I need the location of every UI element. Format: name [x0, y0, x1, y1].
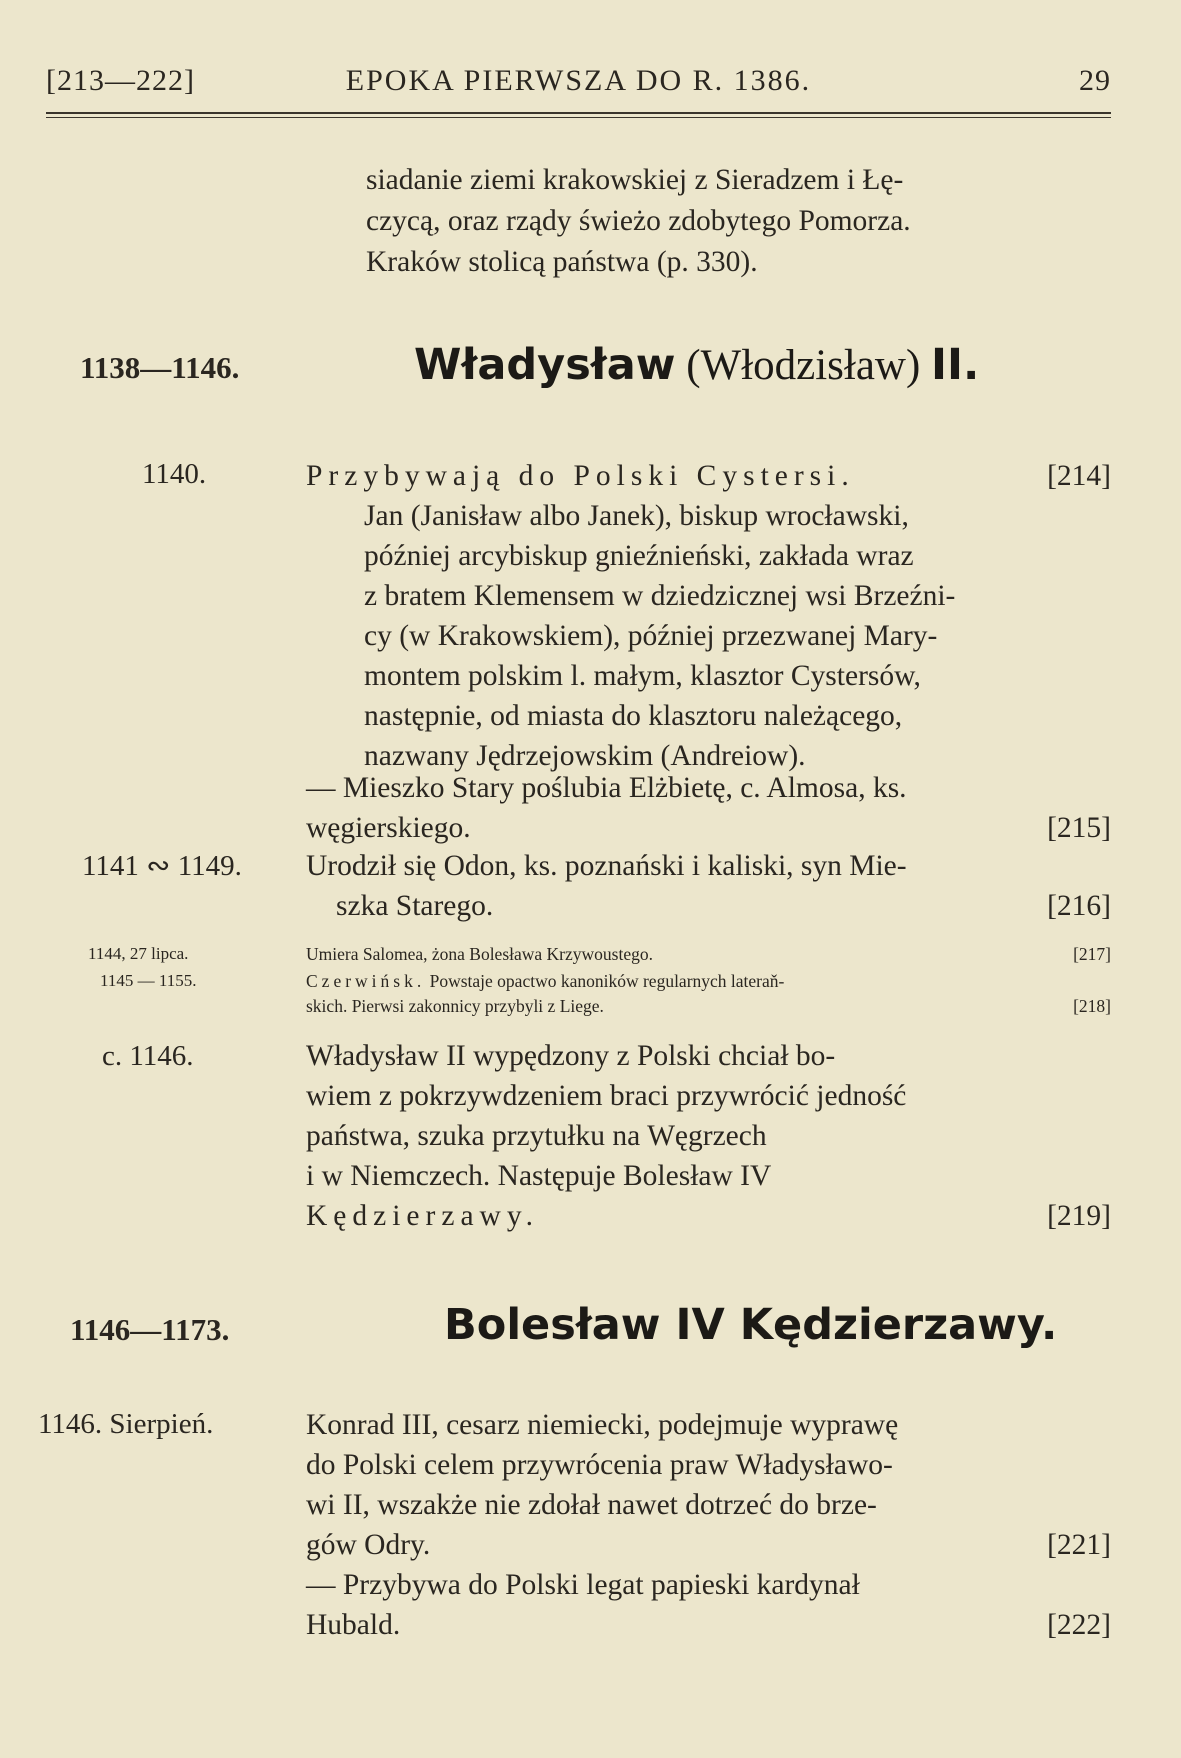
text-line: — Mieszko Stary poślubia Elżbietę, c. Almosa, ks. [306, 772, 907, 804]
entry-ref: [215] [1047, 812, 1111, 844]
entry-1140 [306, 456, 1111, 776]
text-line: Powstaje opactwo kanoników regularnych lateraň- [425, 971, 785, 991]
entry-ref: [222] [1047, 1609, 1111, 1641]
ruler-alias: (Włodzisław) [675, 342, 932, 389]
text-line: wi II, wszakże nie zdołał nawet dotrzeć do brze- [306, 1489, 877, 1521]
header-rule [46, 112, 1111, 118]
entry-salomea [306, 942, 1111, 967]
entry-lead: Przybywają do Polski Cystersi. [306, 460, 855, 492]
text-line: montem polskim l. małym, klasztor Cystersów, [364, 660, 921, 692]
header-title: EPOKA PIERWSZA DO R. 1386. [345, 64, 812, 97]
entry-konrad [306, 1405, 1111, 1565]
ruler-numeral: II. [931, 340, 980, 390]
entry-wladyslaw-exile [306, 1036, 1111, 1236]
text-line: szka Starego. [336, 890, 494, 922]
reign-title: Bolesław IV Kędzierzawy. [444, 1300, 1058, 1350]
text-line: nazwany Jędrzejowskim (Andreiow). [364, 740, 806, 772]
text-line: Władysław II wypędzony z Polski chciał bo- [306, 1040, 836, 1072]
text-line: później arcybiskup gnieźnieński, zakłada wraz [364, 540, 914, 572]
entry-ref: [214] [1047, 460, 1111, 492]
page-number: 29 [1079, 64, 1111, 97]
text-line: siadanie ziemi krakowskiej z Sieradzem i Łę- [366, 164, 904, 196]
entry-date: 1141 ∾ 1149. [82, 850, 242, 882]
text-line: — Przybywa do Polski legat papieski kardynał [306, 1569, 860, 1601]
text-line: skich. Pierwsi zakonnicy przybyli z Liege. [306, 995, 604, 1016]
entry-lead: Czerwińsk. [306, 971, 426, 991]
entry-date: 1145 — 1155. [100, 971, 197, 990]
text-line: gów Odry. [306, 1529, 431, 1561]
text-line: cy (w Krakowskiem), później przezwanej Mary- [364, 620, 938, 652]
text-line: do Polski celem przywrócenia praw Władysławo- [306, 1449, 893, 1481]
text-line: Jan (Janisław albo Janek), biskup wrocławski, [364, 500, 909, 532]
entry-ref: [219] [1047, 1200, 1111, 1232]
entry-mieszko [306, 768, 1111, 848]
entry-ref: [216] [1047, 890, 1111, 922]
text-line: Umiera Salomea, żona Bolesława Krzywoustego. [306, 944, 653, 964]
text-line: państwa, szuka przytułku na Węgrzech [306, 1120, 767, 1152]
ruler-name: Władysław [414, 340, 676, 390]
header-range: [213—222] [46, 64, 195, 97]
entry-ref: [218] [1073, 995, 1111, 1016]
text-line: następnie, od miasta do klasztoru należącego, [364, 700, 903, 732]
entry-czerwinsk [306, 969, 1111, 1018]
intro-paragraph [366, 160, 1111, 283]
text-line: Kraków stolicą państwa (p. 330). [366, 246, 758, 278]
text-line: z bratem Klemensem w dziedzicznej wsi Brzeźni- [364, 580, 956, 612]
text-line: Urodził się Odon, ks. poznański i kaliski, syn Mie- [306, 850, 907, 882]
entry-date: 1144, 27 lipca. [88, 944, 189, 963]
text-line: i w Niemczech. Następuje Bolesław IV [306, 1160, 772, 1192]
entry-odon [306, 846, 1111, 926]
text-line: Kędzierzawy. [306, 1200, 540, 1232]
text-line: czycą, oraz rządy świeżo zdobytego Pomorza. [366, 205, 911, 237]
entry-date: 1140. [142, 458, 207, 490]
running-header [46, 64, 1111, 104]
text-line: Hubald. [306, 1609, 401, 1641]
entry-date: 1146. Sierpień. [38, 1408, 214, 1440]
entry-ref: [217] [1073, 944, 1111, 964]
text-line: Konrad III, cesarz niemiecki, podejmuje wyprawę [306, 1409, 899, 1441]
reign-years: 1146—1173. [70, 1312, 230, 1347]
reign-years: 1138—1146. [80, 350, 240, 385]
text-line: węgierskiego. [306, 812, 471, 844]
entry-ref: [221] [1047, 1529, 1111, 1561]
text-line: wiem z pokrzywdzeniem braci przywrócić jedność [306, 1080, 907, 1112]
entry-hubald [306, 1565, 1111, 1645]
entry-date: c. 1146. [102, 1040, 194, 1072]
reign-title [414, 340, 979, 390]
